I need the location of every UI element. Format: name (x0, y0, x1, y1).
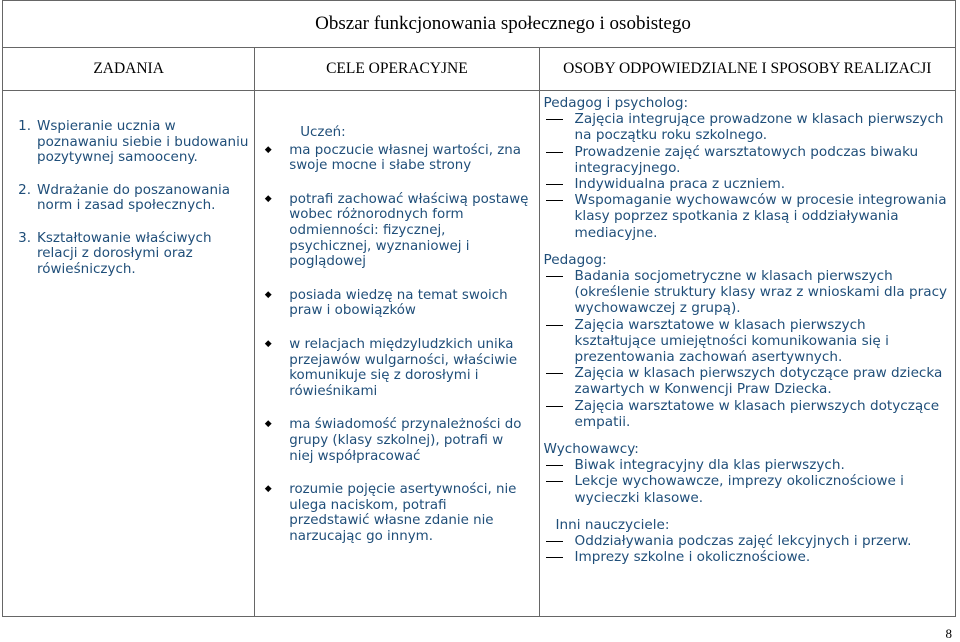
goal-item (255, 417, 528, 464)
goals-cell (255, 91, 539, 617)
item-text: Badania socjometryczne w klasach pierwszych (określenie struktury klasy wraz z wnioskami dla pracy wychowawczej z grupą). (574, 268, 948, 317)
dash-icon (544, 176, 569, 192)
list-item (544, 365, 949, 397)
dash-icon (544, 268, 569, 317)
item-text: Prowadzenie zajęć warsztatowych podczas biwaku integracyjnego. (574, 143, 919, 176)
bullet-icon: ◆ (264, 338, 272, 349)
goal-text: ma świadomość przynależności do grupy (klasy szkolnej), potrafi w niej współpracować (289, 417, 522, 464)
dash-icon (544, 111, 569, 143)
bullet-icon: ◆ (264, 419, 272, 430)
group-pedagog-psycholog (544, 95, 949, 241)
responsible-block (540, 91, 955, 565)
goal-item (255, 192, 528, 270)
group-wychowawcy (544, 441, 949, 506)
list-item (544, 192, 949, 241)
header-goals: CELE OPERACYJNE (255, 48, 539, 91)
list-item (544, 317, 949, 366)
goal-item (255, 143, 528, 174)
group-title: Wychowawcy: (543, 441, 639, 458)
task-number: 3. (18, 229, 31, 246)
task-number: 1. (18, 118, 31, 134)
header-responsible: OSOBY ODPOWIEDZIALNE I SPOSOBY REALIZACJI (539, 48, 955, 91)
item-text: Oddziaływania podczas zajęć lekcyjnych i przerw. (574, 533, 912, 550)
goal-item (255, 288, 528, 319)
goal-item (255, 337, 528, 399)
item-text: Zajęcia w klasach pierwszych dotyczące praw dziecka zawartych w Konwencji Praw Dziecka. (574, 365, 943, 398)
page-number: 8 (945, 626, 952, 641)
dash-icon (544, 457, 569, 473)
goals-lead: Uczeń: (300, 125, 346, 140)
tasks-cell (3, 91, 255, 617)
list-item (544, 457, 949, 473)
group-title: Inni nauczyciele: (555, 516, 670, 533)
list-item (544, 111, 949, 143)
task-item (3, 183, 250, 214)
group-title: Pedagog i psycholog: (543, 95, 689, 111)
responsible-cell (539, 91, 955, 617)
goals-block (255, 91, 538, 544)
list-item (544, 268, 949, 317)
dash-icon (544, 473, 569, 505)
header-tasks: ZADANIA (3, 48, 255, 91)
list-item (544, 533, 949, 549)
group-pedagog (544, 252, 949, 430)
list-item (544, 398, 949, 430)
item-text: Zajęcia integrujące prowadzone w klasach pierwszych na początku roku szkolnego. (574, 111, 944, 144)
goals-list (255, 143, 528, 545)
item-text: Biwak integracyjny dla klas pierwszych. (574, 457, 845, 474)
item-text: Imprezy szkolne i okolicznościowe. (574, 549, 811, 566)
dash-icon (544, 192, 569, 241)
item-text: Lekcje wychowawcze, imprezy okolicznościowe i wycieczki klasowe. (574, 473, 904, 506)
bullet-icon: ◆ (264, 484, 272, 495)
task-number: 2. (18, 181, 31, 198)
goal-text: posiada wiedzę na temat swoich praw i obowiązków (289, 287, 508, 319)
task-text: Wspieranie ucznia w poznawaniu siebie i budowaniu pozytywnej samooceny. (37, 118, 249, 165)
list-item (544, 549, 949, 565)
item-text: Zajęcia warsztatowe w klasach pierwszych kształtujące umiejętności komunikowania się i prezentowania zachowań asertywnych. (574, 316, 889, 366)
goal-text: potrafi zachować właściwą postawę wobec różnorodnych form odmienności: fizycznej, psychicznej, wyznaniowej i poglądowej (289, 191, 529, 270)
goal-text: w relacjach międzyludzkich unika przejawów wulgarności, właściwie komunikuje się z dorosłymi i rówieśnikami (289, 336, 518, 399)
group-list (544, 111, 949, 241)
list-item (544, 176, 949, 192)
list-item (544, 473, 949, 505)
bullet-icon: ◆ (264, 144, 272, 155)
dash-icon (544, 549, 569, 565)
group-title: Pedagog: (543, 251, 607, 268)
bullet-icon: ◆ (264, 193, 272, 204)
bullet-icon: ◆ (264, 289, 272, 300)
group-list (544, 268, 949, 430)
goal-text: ma poczucie własnej wartości, zna swoje mocne i słabe strony (289, 142, 521, 174)
list-item (544, 144, 949, 176)
document-table (2, 0, 956, 617)
tasks-list (3, 91, 254, 277)
dash-icon (544, 317, 569, 366)
item-text: Wspomaganie wychowawców w procesie integrowania klasy poprzez spotkania z klasą i oddziaływania mediacyjne. (574, 192, 947, 241)
page-title: Obszar funkcjonowania społecznego i osobistego (3, 1, 956, 48)
item-text: Zajęcia warsztatowe w klasach pierwszych dotyczące empatii. (574, 397, 940, 430)
dash-icon (544, 533, 569, 549)
dash-icon (544, 365, 569, 397)
group-list (544, 533, 949, 565)
item-text: Indywidualna praca z uczniem. (574, 176, 786, 193)
dash-icon (544, 144, 569, 176)
task-text: Kształtowanie właściwych relacji z dorosłymi oraz rówieśniczych. (37, 229, 212, 277)
task-item (3, 119, 250, 166)
task-item (3, 231, 250, 278)
goal-text: rozumie pojęcie asertywności, nie ulega naciskom, potrafi przedstawić własne zdanie nie narzucając go innym. (289, 482, 517, 544)
group-inni-nauczyciele (544, 517, 949, 566)
task-text: Wdrażanie do poszanowania norm i zasad społecznych. (37, 181, 231, 213)
group-list (544, 457, 949, 506)
goal-item (255, 482, 528, 544)
dash-icon (544, 398, 569, 430)
